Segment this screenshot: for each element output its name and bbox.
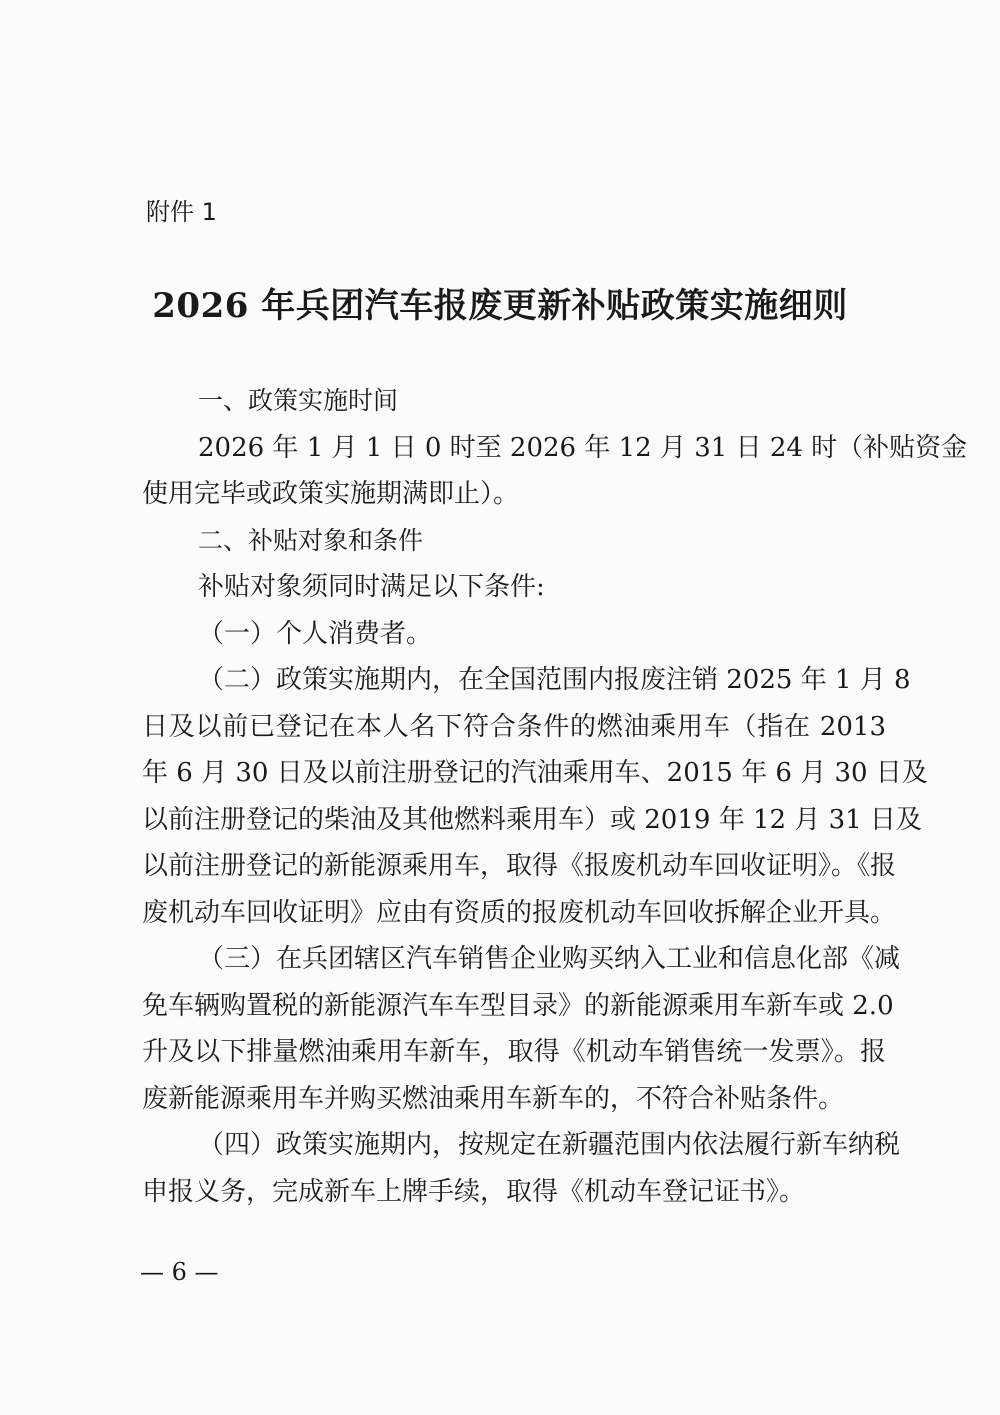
text-line: 年 6 月 30 日及以前注册登记的汽油乘用车、2015 年 6 月 30 日及 — [142, 758, 928, 788]
text-line: 免车辆购置税的新能源汽车车型目录》的新能源乘用车新车或 2.0 — [142, 990, 894, 1021]
text-line: 补贴对象须同时满足以下条件: — [198, 572, 545, 602]
text-line: （四）政策实施期内，按规定在新疆范围内依法履行新车纳税 — [198, 1130, 901, 1160]
text-line: （三）在兵团辖区汽车销售企业购买纳入工业和信息化部《减 — [198, 944, 901, 974]
paragraph — [142, 657, 928, 936]
text-line: 以前注册登记的新能源乘用车，取得《报废机动车回收证明》。《报 — [142, 851, 897, 881]
paragraph — [142, 564, 886, 611]
attachment-label: 附件 1 — [146, 198, 217, 226]
paragraph — [142, 936, 901, 1122]
text-line: 使用完毕或政策实施期满即止）。 — [142, 479, 520, 509]
document-body — [142, 378, 968, 1215]
text-line: 废机动车回收证明》应由有资质的报废机动车回收拆解企业开具。 — [142, 897, 897, 928]
text-line: （一）个人消费者。 — [198, 618, 433, 649]
section-heading: 一、政策实施时间 — [198, 386, 399, 415]
text-line: 申报义务，完成新车上牌手续，取得《机动车登记证书》。 — [142, 1176, 806, 1207]
text-line: 日及以前已登记在本人名下符合条件的燃油乘用车（指在 2013 — [142, 711, 886, 742]
text-line: 升及以下排量燃油乘用车新车，取得《机动车销售统一发票》。报 — [142, 1037, 886, 1067]
text-line: （二）政策实施期内，在全国范围内报废注销 2025 年 1 月 8 — [198, 665, 911, 695]
section-heading: 二、补贴对象和条件 — [198, 525, 424, 555]
page-number: — 6 — — [140, 1258, 219, 1286]
text-line: 废新能源乘用车并购买燃油乘用车新车的，不符合补贴条件。 — [142, 1083, 845, 1114]
paragraph — [142, 611, 886, 658]
text-line: 2026 年 1 月 1 日 0 时至 2026 年 12 月 31 日 24 时（补贴资金 — [198, 432, 968, 463]
text-line: 以前注册登记的柴油及其他燃料乘用车）或 2019 年 12 月 31 日及 — [142, 804, 922, 835]
document-title: 2026 年兵团汽车报废更新补贴政策实施细则 — [152, 286, 848, 326]
paragraph — [142, 1122, 901, 1215]
paragraph — [142, 425, 968, 518]
